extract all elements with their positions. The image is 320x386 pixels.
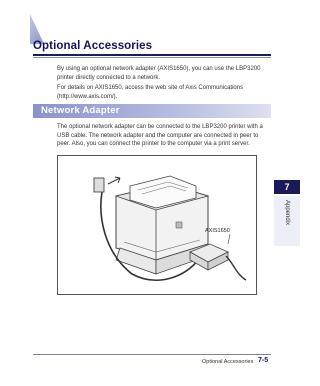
printer-illustration bbox=[57, 155, 257, 295]
page-number: 7-5 bbox=[258, 357, 269, 364]
callout-line bbox=[228, 234, 230, 244]
footer-rule bbox=[33, 354, 271, 355]
printer-network-diagram bbox=[58, 156, 256, 294]
intro-paragraph-2: For details on AXIS1650, access the web site of Axis Communications (http://www.axis.com/). bbox=[57, 85, 244, 100]
title-rule bbox=[33, 54, 271, 56]
title-rule-thin bbox=[33, 57, 271, 58]
page-title: Optional Accessories bbox=[33, 40, 153, 52]
chapter-tab: 7 bbox=[274, 180, 300, 194]
intro-paragraph-1: By using an optional network adapter (AXIS1650), you can use the LBP3200 printer directly connected to a network. bbox=[57, 66, 261, 81]
usb-plug bbox=[94, 178, 104, 192]
section-heading bbox=[33, 104, 271, 118]
section-heading-text: Network Adapter bbox=[41, 105, 120, 116]
network-cable bbox=[226, 256, 246, 280]
section-body: The optional network adapter can be connected to the LBP3200 printer with a USB cable. The network adapter and the computer are connected in peer to peer. Also, you can connect the printer to the computer via a print server. bbox=[57, 124, 263, 147]
chapter-label: Appendix bbox=[284, 200, 290, 226]
footer-section: Optional Accessories bbox=[202, 359, 254, 365]
connection-arrow bbox=[108, 177, 120, 184]
adapter-label: AXIS1650 bbox=[205, 228, 230, 234]
